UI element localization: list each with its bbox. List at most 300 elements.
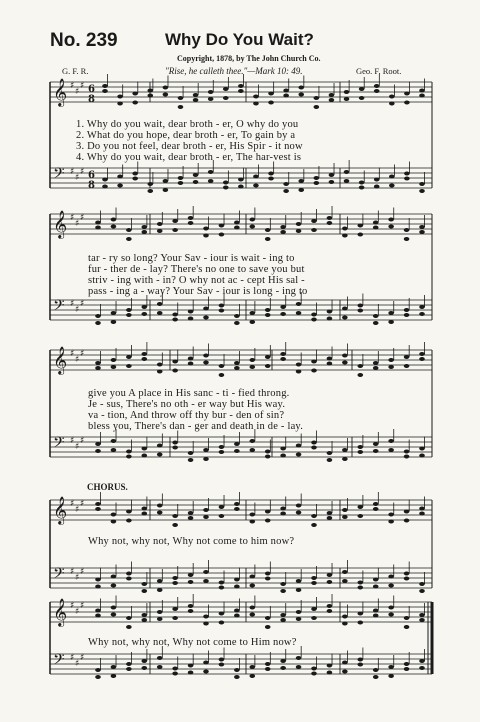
sharp-icon: ♯: [70, 81, 75, 91]
note-head: [329, 180, 335, 184]
note-head: [342, 670, 348, 674]
note-head: [280, 454, 286, 458]
note-head: [141, 225, 147, 229]
note-head: [249, 665, 255, 669]
note-head: [126, 625, 132, 629]
note-head: [132, 101, 138, 105]
note-head: [296, 504, 302, 508]
note-head: [419, 582, 425, 586]
note-head: [172, 616, 178, 620]
note-head: [373, 675, 379, 679]
note-head: [342, 354, 348, 358]
note-head: [249, 448, 255, 452]
note-head: [253, 102, 259, 106]
note-head: [111, 665, 117, 669]
note-head: [357, 505, 363, 509]
note-head: [95, 314, 101, 318]
note-head: [178, 105, 184, 109]
note-head: [208, 179, 214, 183]
note-head: [342, 515, 348, 519]
note-head: [208, 170, 214, 174]
sharp-icon: ♯: [75, 573, 80, 583]
treble-clef-icon: 𝄞: [53, 210, 68, 238]
note-head: [249, 358, 255, 362]
sharp-icon: ♯: [70, 499, 75, 509]
note-head: [188, 671, 194, 675]
note-head: [280, 659, 286, 663]
note-head: [419, 512, 425, 516]
note-head: [234, 502, 240, 506]
note-head: [203, 457, 209, 461]
note-head: [311, 576, 317, 580]
note-head: [342, 622, 348, 626]
note-head: [141, 613, 147, 617]
note-head: [249, 439, 255, 443]
note-head: [141, 357, 147, 361]
note-head: [404, 625, 410, 629]
note-head: [203, 670, 209, 674]
note-head: [311, 228, 317, 232]
note-head: [203, 615, 209, 619]
note-head: [253, 184, 259, 188]
note-head: [388, 520, 394, 524]
note-head: [219, 364, 225, 368]
note-head: [404, 450, 410, 454]
note-head: [208, 90, 214, 94]
sharp-icon: ♯: [75, 173, 80, 183]
note-head: [172, 667, 178, 671]
note-head: [111, 320, 117, 324]
note-head: [357, 304, 363, 308]
note-head: [141, 666, 147, 670]
note-head: [219, 581, 225, 585]
note-head: [342, 661, 348, 665]
note-head: [298, 93, 304, 97]
note-head: [172, 441, 178, 445]
note-head: [126, 355, 132, 359]
note-head: [117, 95, 123, 99]
sharp-icon: ♯: [75, 355, 80, 365]
note-head: [95, 366, 101, 370]
sharp-icon: ♯: [75, 305, 80, 315]
note-head: [219, 586, 225, 590]
note-head: [265, 455, 271, 459]
verse-1-line-2: tar - ry so long? Your Sav - iour is wait - ing to: [88, 253, 295, 264]
note-head: [178, 176, 184, 180]
note-head: [327, 516, 333, 520]
note-head: [280, 305, 286, 309]
note-head: [311, 523, 317, 527]
note-head: [234, 614, 240, 618]
note-head: [327, 609, 333, 613]
note-head: [265, 625, 271, 629]
note-head: [126, 364, 132, 368]
composer-name: Geo. F. Root.: [356, 66, 402, 76]
note-head: [388, 606, 394, 610]
note-head: [327, 317, 333, 321]
note-head: [219, 233, 225, 237]
note-head: [268, 172, 274, 176]
note-head: [280, 618, 286, 622]
sharp-icon: ♯: [70, 567, 75, 577]
note-head: [193, 98, 199, 102]
note-head: [389, 175, 395, 179]
note-head: [163, 179, 169, 183]
note-head: [188, 317, 194, 321]
note-head: [404, 577, 410, 581]
note-head: [141, 582, 147, 586]
note-head: [111, 513, 117, 517]
note-head: [172, 313, 178, 317]
note-head: [296, 370, 302, 374]
sharp-icon: ♯: [80, 299, 85, 309]
note-head: [342, 227, 348, 231]
note-head: [404, 355, 410, 359]
verse-3-line-1: 3. Do you not feel, dear broth - er, His Spir - it now: [76, 141, 303, 152]
time-signature-top: 6: [88, 84, 95, 95]
note-head: [188, 604, 194, 608]
note-head: [419, 447, 425, 451]
note-head: [404, 616, 410, 620]
note-head: [178, 96, 184, 100]
note-head: [327, 216, 333, 220]
note-head: [311, 616, 317, 620]
note-head: [249, 218, 255, 222]
note-head: [234, 226, 240, 230]
note-head: [404, 510, 410, 514]
verse-3-line-2: striv - ing with - in? O why not ac - cept His sal -: [88, 275, 305, 286]
sharp-icon: ♯: [70, 601, 75, 611]
note-head: [373, 221, 379, 225]
note-head: [203, 354, 209, 358]
note-head: [203, 448, 209, 452]
note-head: [311, 441, 317, 445]
note-head: [327, 451, 333, 455]
note-head: [419, 507, 425, 511]
note-head: [357, 663, 363, 667]
note-head: [311, 219, 317, 223]
note-head: [404, 177, 410, 181]
note-head: [188, 357, 194, 361]
note-head: [419, 454, 425, 458]
sharp-icon: ♯: [80, 213, 85, 223]
note-head: [280, 613, 286, 617]
note-head: [296, 311, 302, 315]
note-head: [188, 221, 194, 225]
note-head: [388, 513, 394, 517]
note-head: [193, 93, 199, 97]
note-head: [188, 511, 194, 515]
sharp-icon: ♯: [70, 213, 75, 223]
note-head: [389, 102, 395, 106]
note-head: [249, 606, 255, 610]
note-head: [249, 613, 255, 617]
sharp-icon: ♯: [75, 442, 80, 452]
note-head: [280, 512, 286, 516]
note-head: [111, 439, 117, 443]
note-head: [373, 502, 379, 506]
note-head: [280, 447, 286, 451]
note-head: [314, 96, 320, 100]
note-head: [219, 663, 225, 667]
note-head: [296, 453, 302, 457]
note-head: [157, 504, 163, 508]
note-head: [208, 97, 214, 101]
note-head: [126, 616, 132, 620]
note-head: [126, 313, 132, 317]
note-head: [157, 370, 163, 374]
note-head: [373, 614, 379, 618]
lyricist-initials: G. F. R.: [62, 66, 89, 76]
note-head: [280, 225, 286, 229]
note-head: [234, 507, 240, 511]
note-head: [357, 514, 363, 518]
note-head: [219, 612, 225, 616]
note-head: [404, 228, 410, 232]
note-head: [219, 658, 225, 662]
note-head: [357, 224, 363, 228]
note-head: [234, 585, 240, 589]
note-head: [373, 226, 379, 230]
sharp-icon: ♯: [70, 167, 75, 177]
note-head: [219, 445, 225, 449]
note-head: [265, 228, 271, 232]
note-head: [117, 184, 123, 188]
note-head: [253, 175, 259, 179]
note-head: [388, 320, 394, 324]
note-head: [102, 185, 108, 189]
note-head: [359, 87, 365, 91]
note-head: [157, 222, 163, 226]
note-head: [388, 575, 394, 579]
time-signature-bottom: 8: [88, 180, 95, 191]
note-head: [157, 656, 163, 660]
verse-4-line-3: bless you, There's dan - ger and death in de - lay.: [88, 421, 304, 432]
note-head: [111, 311, 117, 315]
note-head: [342, 316, 348, 320]
note-head: [265, 577, 271, 581]
note-head: [203, 307, 209, 311]
note-head: [111, 575, 117, 579]
note-head: [344, 97, 350, 101]
note-head: [327, 310, 333, 314]
note-head: [327, 221, 333, 225]
note-head: [126, 667, 132, 671]
note-head: [374, 84, 380, 88]
note-head: [265, 667, 271, 671]
verse-2-line-3: Je - sus, There's no oth - er way but His way.: [88, 399, 286, 410]
note-head: [296, 588, 302, 592]
note-head: [203, 622, 209, 626]
note-head: [268, 92, 274, 96]
treble-clef-icon: 𝄞: [53, 78, 68, 106]
note-head: [388, 448, 394, 452]
verse-2-line-2: fur - ther de - lay? There's no one to save you but: [88, 264, 305, 275]
note-head: [203, 234, 209, 238]
note-head: [188, 664, 194, 668]
note-head: [111, 674, 117, 678]
note-head: [141, 659, 147, 663]
note-head: [388, 225, 394, 229]
note-head: [298, 179, 304, 183]
note-head: [419, 89, 425, 93]
note-head: [388, 218, 394, 222]
note-head: [311, 446, 317, 450]
note-head: [111, 218, 117, 222]
note-head: [249, 520, 255, 524]
note-head: [311, 672, 317, 676]
note-head: [249, 365, 255, 369]
note-head: [327, 671, 333, 675]
note-head: [374, 89, 380, 93]
note-head: [404, 455, 410, 459]
note-head: [111, 448, 117, 452]
note-head: [157, 363, 163, 367]
note-head: [373, 442, 379, 446]
note-head: [311, 360, 317, 364]
note-head: [373, 321, 379, 325]
hymn-number: No. 239: [50, 30, 118, 51]
note-head: [342, 234, 348, 238]
note-head: [95, 442, 101, 446]
scripture-reference: "Rise, he calleth thee."—Mark 10: 49.: [165, 66, 303, 76]
note-head: [342, 361, 348, 365]
note-head: [141, 512, 147, 516]
note-head: [126, 577, 132, 581]
note-head: [280, 230, 286, 234]
note-head: [357, 450, 363, 454]
note-head: [219, 621, 225, 625]
note-head: [249, 575, 255, 579]
note-head: [374, 178, 380, 182]
note-head: [172, 446, 178, 450]
note-head: [280, 357, 286, 361]
note-head: [172, 360, 178, 364]
note-head: [147, 189, 153, 193]
note-head: [141, 230, 147, 234]
note-head: [188, 362, 194, 366]
note-head: [203, 227, 209, 231]
note-head: [280, 589, 286, 593]
note-head: [95, 578, 101, 582]
note-head: [298, 86, 304, 90]
note-head: [404, 662, 410, 666]
sharp-icon: ♯: [75, 607, 80, 617]
note-head: [388, 439, 394, 443]
note-head: [265, 510, 271, 514]
note-head: [102, 84, 108, 88]
note-head: [188, 609, 194, 613]
note-head: [404, 101, 410, 105]
note-head: [95, 614, 101, 618]
note-head: [342, 615, 348, 619]
note-head: [311, 581, 317, 585]
note-head: [111, 520, 117, 524]
note-head: [111, 365, 117, 369]
note-head: [203, 508, 209, 512]
note-head: [172, 523, 178, 527]
note-head: [357, 612, 363, 616]
note-head: [357, 373, 363, 377]
note-head: [388, 674, 394, 678]
note-head: [172, 514, 178, 518]
note-head: [268, 177, 274, 181]
note-head: [373, 668, 379, 672]
note-head: [342, 579, 348, 583]
note-head: [374, 185, 380, 189]
note-head: [314, 181, 320, 185]
sharp-icon: ♯: [75, 87, 80, 97]
note-head: [298, 188, 304, 192]
note-head: [249, 225, 255, 229]
note-head: [280, 312, 286, 316]
note-head: [359, 186, 365, 190]
note-head: [373, 578, 379, 582]
note-head: [404, 172, 410, 176]
note-head: [388, 613, 394, 617]
note-head: [357, 658, 363, 662]
note-head: [388, 311, 394, 315]
note-head: [126, 572, 132, 576]
note-head: [296, 222, 302, 226]
note-head: [404, 313, 410, 317]
note-head: [253, 95, 259, 99]
note-head: [329, 93, 335, 97]
note-head: [357, 309, 363, 313]
note-head: [126, 662, 132, 666]
note-head: [327, 664, 333, 668]
note-head: [157, 229, 163, 233]
verse-1-line-3: give you A place in His sanc - ti - fied throng.: [88, 388, 290, 399]
note-head: [234, 668, 240, 672]
note-head: [126, 308, 132, 312]
note-head: [111, 358, 117, 362]
note-head: [283, 189, 289, 193]
note-head: [373, 361, 379, 365]
note-head: [359, 96, 365, 100]
note-head: [203, 515, 209, 519]
note-head: [357, 586, 363, 590]
note-head: [219, 309, 225, 313]
note-head: [219, 505, 225, 509]
note-head: [238, 89, 244, 93]
note-head: [327, 362, 333, 366]
note-head: [95, 321, 101, 325]
note-head: [265, 616, 271, 620]
note-head: [102, 178, 108, 182]
sharp-icon: ♯: [70, 299, 75, 309]
note-head: [296, 363, 302, 367]
note-head: [126, 450, 132, 454]
note-head: [327, 511, 333, 515]
note-head: [404, 308, 410, 312]
sharp-icon: ♯: [80, 601, 85, 611]
verse-4-line-2: pass - ing a - way? Your Sav - iour is long - ing to: [88, 286, 308, 297]
note-head: [132, 177, 138, 181]
verse-2-line-1: 2. What do you hope, dear broth - er, To gain by a: [76, 130, 296, 141]
bass-clef-icon: 𝄢: [53, 434, 65, 455]
note-head: [389, 95, 395, 99]
sharp-icon: ♯: [70, 653, 75, 663]
note-head: [344, 179, 350, 183]
note-head: [419, 352, 425, 356]
note-head: [234, 221, 240, 225]
note-head: [172, 576, 178, 580]
treble-clef-icon: 𝄞: [53, 598, 68, 626]
note-head: [172, 607, 178, 611]
note-head: [357, 581, 363, 585]
sharp-icon: ♯: [80, 567, 85, 577]
